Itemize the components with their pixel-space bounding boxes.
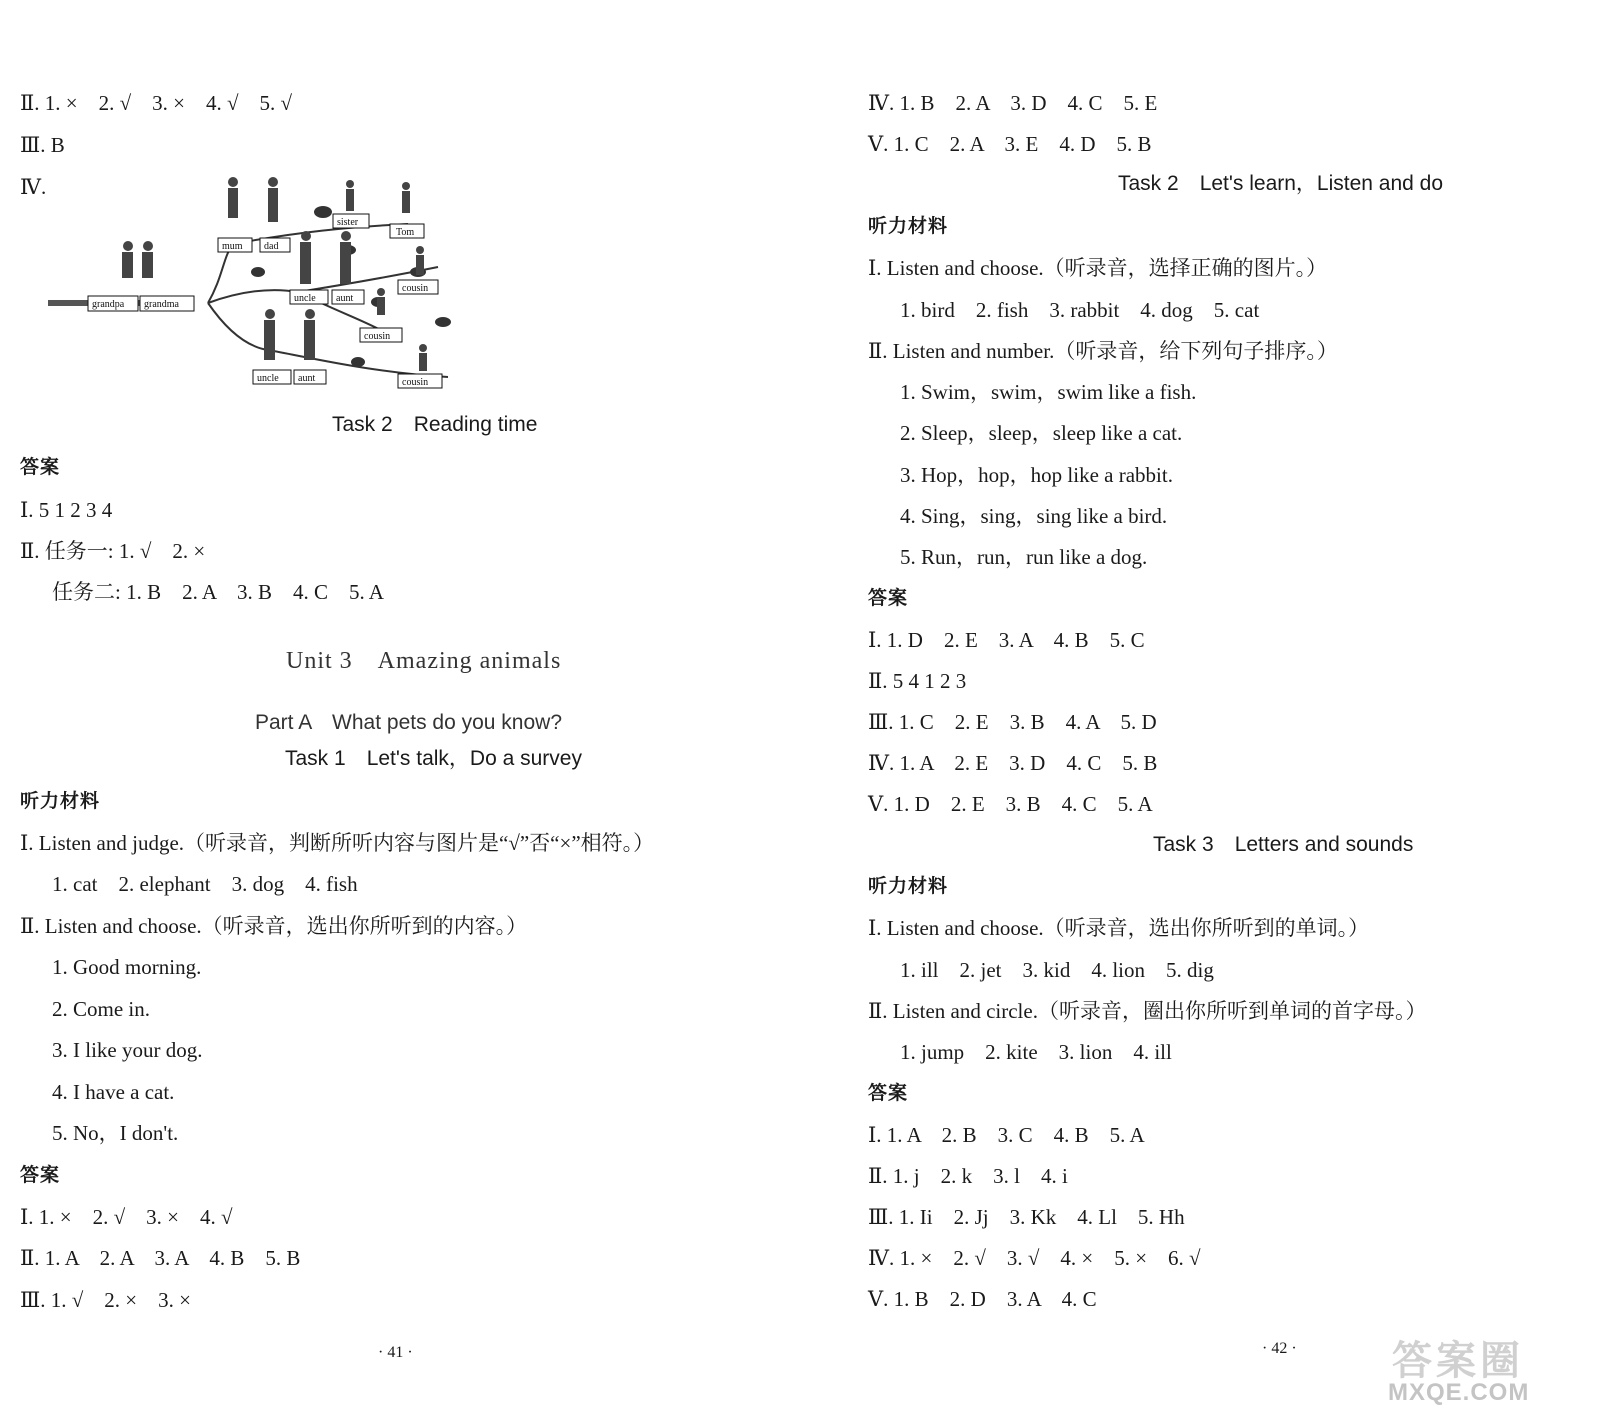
answer-line: Ⅳ. 1. B 2. A 3. D 4. C 5. E — [868, 91, 1158, 115]
left-page — [0, 0, 780, 1419]
tree-label: cousin — [402, 377, 429, 388]
section-heading: 答案 — [20, 1165, 61, 1186]
part-title: Part A What pets do you know? — [255, 711, 563, 734]
answer-line: Ⅱ. 1. A 2. A 3. A 4. B 5. B — [20, 1246, 301, 1270]
section-heading: 答案 — [868, 1083, 909, 1104]
tree-label: dad — [264, 241, 279, 252]
listening-line: 3. Hop，hop，hop like a rabbit. — [900, 463, 1173, 487]
tree-label: aunt — [298, 373, 316, 384]
tree-label: grandpa — [92, 299, 125, 310]
listening-line: 1. bird 2. fish 3. rabbit 4. dog 5. cat — [900, 298, 1260, 322]
section-heading: 听力材料 — [868, 216, 949, 237]
listening-line: Ⅰ. Listen and choose.（听录音，选择正确的图片。） — [868, 256, 1328, 280]
listening-line: Ⅱ. Listen and circle.（听录音，圈出你所听到单词的首字母。） — [868, 999, 1427, 1023]
page-number: · 42 · — [1262, 1340, 1297, 1357]
watermark-top: 答案圈 — [1392, 1339, 1524, 1383]
section-heading: 听力材料 — [868, 876, 949, 897]
tree-label: sister — [337, 217, 359, 228]
listening-line: 2. Sleep，sleep，sleep like a cat. — [900, 421, 1183, 445]
listening-line: Ⅰ. Listen and judge.（听录音，判断所听内容与图片是“√”否“×”相符。） — [20, 831, 655, 855]
tree-label: cousin — [402, 283, 429, 294]
answer-line: Ⅱ. 任务一: 1. √ 2. × — [20, 539, 206, 563]
tree-label: aunt — [336, 293, 354, 304]
listening-line: 1. jump 2. kite 3. lion 4. ill — [900, 1040, 1172, 1064]
tree-label: grandma — [144, 299, 179, 310]
listening-line: 5. No，I don't. — [52, 1121, 179, 1145]
listening-line: 4. Sing，sing，sing like a bird. — [900, 504, 1168, 528]
listening-line: 5. Run，run，run like a dog. — [900, 545, 1148, 569]
answer-line: Ⅲ. 1. Ii 2. Jj 3. Kk 4. Ll 5. Hh — [868, 1205, 1185, 1229]
answer-line: Ⅴ. 1. B 2. D 3. A 4. C — [868, 1287, 1097, 1311]
tree-label: uncle — [257, 373, 279, 384]
answer-line: Ⅰ. 1. A 2. B 3. C 4. B 5. A — [868, 1123, 1145, 1147]
watermark-logo — [1382, 1329, 1572, 1409]
listening-line: 1. Swim，swim，swim like a fish. — [900, 380, 1197, 404]
task-title: Task 2 Reading time — [332, 413, 538, 436]
listening-line: Ⅱ. Listen and choose.（听录音，选出你所听到的内容。） — [20, 914, 528, 938]
listening-line: 4. I have a cat. — [52, 1080, 175, 1104]
answer-line: Ⅲ. B — [20, 133, 65, 157]
task-title: Task 1 Let's talk，Do a survey — [285, 747, 582, 770]
answer-line: Ⅰ. 5 1 2 3 4 — [20, 498, 113, 522]
answer-line: Ⅴ. 1. C 2. A 3. E 4. D 5. B — [868, 132, 1152, 156]
answer-line: Ⅳ. 1. A 2. E 3. D 4. C 5. B — [868, 751, 1158, 775]
listening-line: 3. I like your dog. — [52, 1038, 203, 1062]
section-heading: 听力材料 — [20, 791, 101, 812]
tree-label: Tom — [396, 227, 415, 238]
answer-line: Ⅳ. 1. × 2. √ 3. √ 4. × 5. × 6. √ — [868, 1246, 1201, 1270]
answer-line: Ⅴ. 1. D 2. E 3. B 4. C 5. A — [868, 792, 1153, 816]
answer-line: Ⅱ. 5 4 1 2 3 — [868, 669, 967, 693]
answer-line: Ⅲ. 1. √ 2. × 3. × — [20, 1288, 191, 1312]
listening-line: 1. cat 2. elephant 3. dog 4. fish — [52, 872, 358, 896]
answer-line: Ⅳ. — [20, 175, 47, 199]
unit-title: Unit 3 Amazing animals — [286, 648, 562, 674]
answer-line: Ⅱ. 1. j 2. k 3. l 4. i — [868, 1164, 1068, 1188]
watermark-bottom: MXQE.COM — [1388, 1379, 1530, 1406]
tree-label: uncle — [294, 293, 316, 304]
tree-label: mum — [222, 241, 243, 252]
tree-label: cousin — [364, 331, 391, 342]
task-title: Task 2 Let's learn，Listen and do — [1118, 172, 1444, 195]
listening-line: 1. ill 2. jet 3. kid 4. lion 5. dig — [900, 958, 1214, 982]
section-heading: 答案 — [868, 588, 909, 609]
task-title: Task 3 Letters and sounds — [1153, 833, 1414, 856]
listening-line: 2. Come in. — [52, 997, 150, 1021]
answer-line: 任务二: 1. B 2. A 3. B 4. C 5. A — [52, 580, 384, 604]
listening-line: 1. Good morning. — [52, 955, 202, 979]
answer-line: Ⅰ. 1. × 2. √ 3. × 4. √ — [20, 1205, 233, 1229]
answer-line: Ⅰ. 1. D 2. E 3. A 4. B 5. C — [868, 628, 1145, 652]
listening-line: Ⅱ. Listen and number.（听录音，给下列句子排序。） — [868, 339, 1338, 363]
page-number: · 41 · — [378, 1344, 413, 1361]
right-page — [800, 0, 1580, 1419]
answer-line: Ⅱ. 1. × 2. √ 3. × 4. √ 5. √ — [20, 91, 293, 115]
listening-line: Ⅰ. Listen and choose.（听录音，选出你所听到的单词。） — [868, 916, 1370, 940]
answer-line: Ⅲ. 1. C 2. E 3. B 4. A 5. D — [868, 710, 1157, 734]
section-heading: 答案 — [20, 457, 61, 478]
family-tree-figure — [48, 172, 468, 397]
